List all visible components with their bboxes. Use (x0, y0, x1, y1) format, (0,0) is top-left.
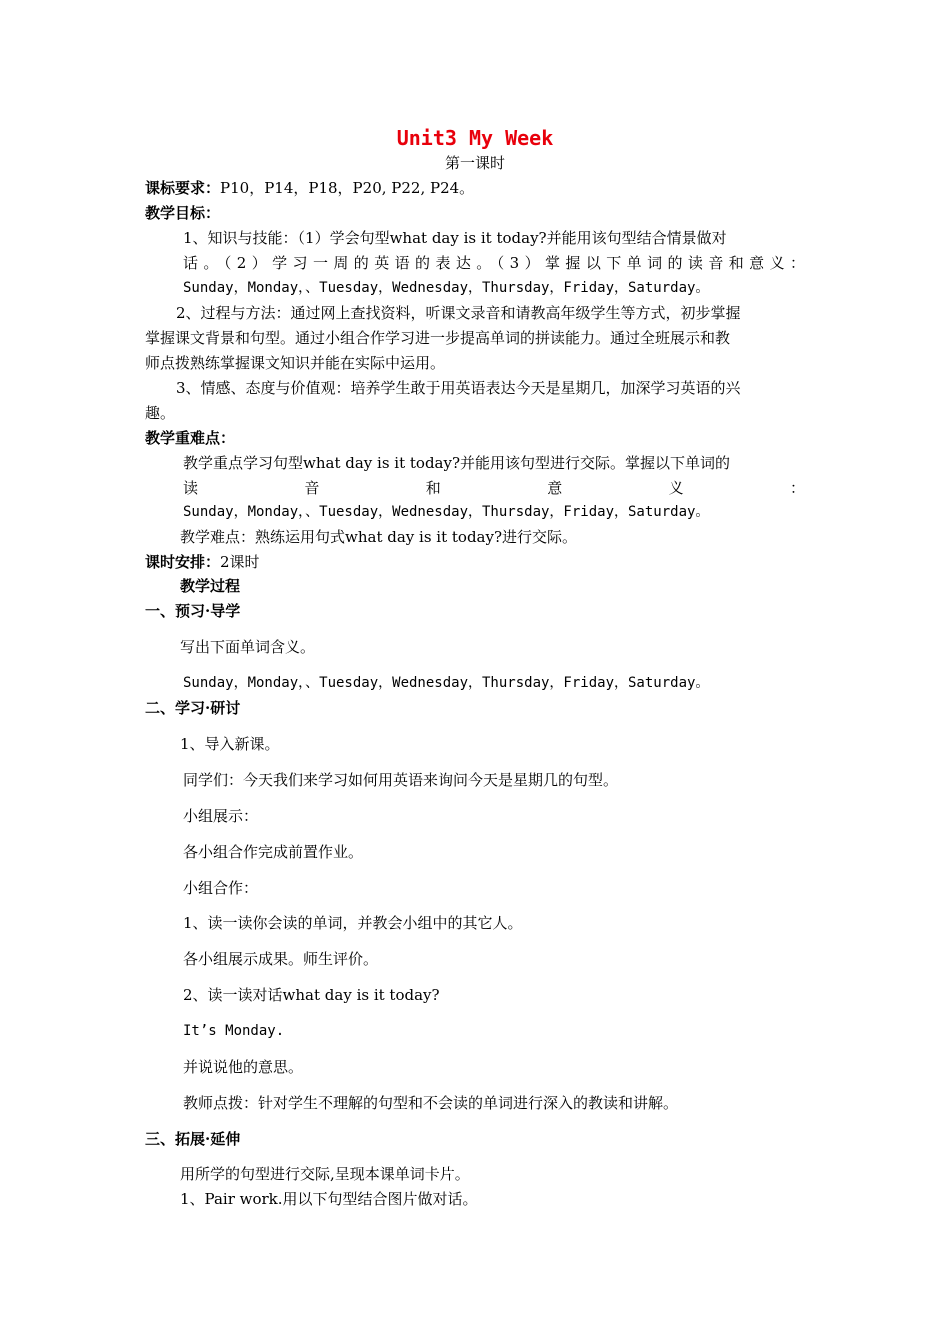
key-points-line-1: 教学重点学习句型what day is it today?并能用该句型进行交际。掌握以下单词的 (183, 454, 731, 472)
page-title: Unit3 My Week (396, 126, 554, 150)
objective-1-line-1: 1、知识与技能：（1）学会句型what day is it today?并能用该句型结合情景做对 (183, 229, 727, 247)
objective-1-line-3: Sunday，Monday，、Tuesday，Wednesday，Thursday，Friday，Saturday。 (183, 280, 710, 296)
key-points-heading: 教学重难点： (145, 429, 236, 447)
section-2-line: 1、导入新课。 (180, 735, 280, 753)
section-2-line: 教师点拨：针对学生不理解的句型和不会读的单词进行深入的教读和讲解。 (183, 1094, 679, 1112)
section-3-heading: 三、拓展·延伸 (145, 1130, 241, 1148)
section-1-line-2: Sunday，Monday，、Tuesday，Wednesday，Thursday，Friday，Saturday。 (183, 675, 710, 691)
section-2-line: It’s Monday. (183, 1023, 285, 1039)
key-difficulty: 教学难点：熟练运用句式what day is it today?进行交际。 (180, 528, 578, 546)
section-2-line: 小组展示： (183, 807, 259, 825)
section-2-line: 同学们：今天我们来学习如何用英语来询问今天是星期几的句型。 (183, 771, 619, 789)
lesson-subtitle: 第一课时 (444, 154, 505, 172)
section-2-heading: 二、学习·研讨 (145, 699, 241, 717)
objective-2-line-1: 2、过程与方法：通过网上查找资料，听课文录音和请教高年级学生等方式，初步掌握 (176, 304, 741, 322)
schedule-line (145, 552, 260, 572)
section-2-line: 并说说他的意思。 (183, 1058, 304, 1076)
section-1-line-1: 写出下面单词含义。 (180, 638, 316, 656)
section-1-heading: 一、预习·导学 (145, 602, 241, 620)
objective-2-line-2: 掌握课文背景和句型。通过小组合作学习进一步提高单词的拼读能力。通过全班展示和教 (145, 329, 731, 347)
schedule-text: 2课时 (220, 553, 260, 571)
standards-label: 课标要求： (145, 179, 221, 197)
section-2-line: 各小组展示成果。师生评价。 (183, 950, 379, 968)
standards-line (145, 178, 474, 198)
key-points-line-2: 读音和意义： (183, 479, 805, 497)
section-3-line-1: 用所学的句型进行交际,呈现本课单词卡片。 (180, 1165, 470, 1183)
section-3-line-2: 1、Pair work.用以下句型结合图片做对话。 (180, 1190, 478, 1208)
objective-2-line-3: 师点拨熟练掌握课文知识并能在实际中运用。 (145, 354, 446, 372)
schedule-label: 课时安排： (145, 553, 221, 571)
objectives-heading: 教学目标： (145, 204, 221, 222)
standards-text: P10，P14，P18，P20, P22, P24。 (220, 179, 475, 197)
section-2-line: 2、读一读对话what day is it today? (183, 986, 440, 1004)
process-heading: 教学过程 (180, 577, 241, 595)
section-2-line: 各小组合作完成前置作业。 (183, 843, 364, 861)
objective-3-line-2: 趣。 (145, 404, 176, 422)
objective-1-line-2: 话。（2）学习一周的英语的表达。（3）掌握以下单词的读音和意义： (183, 254, 805, 272)
section-2-line: 小组合作： (183, 879, 259, 897)
objective-3-line-1: 3、情感、态度与价值观：培养学生敢于用英语表达今天是星期几，加深学习英语的兴 (176, 379, 741, 397)
section-2-line: 1、读一读你会读的单词，并教会小组中的其它人。 (183, 914, 523, 932)
key-points-line-3: Sunday，Monday，、Tuesday，Wednesday，Thursday，Friday，Saturday。 (183, 504, 710, 520)
